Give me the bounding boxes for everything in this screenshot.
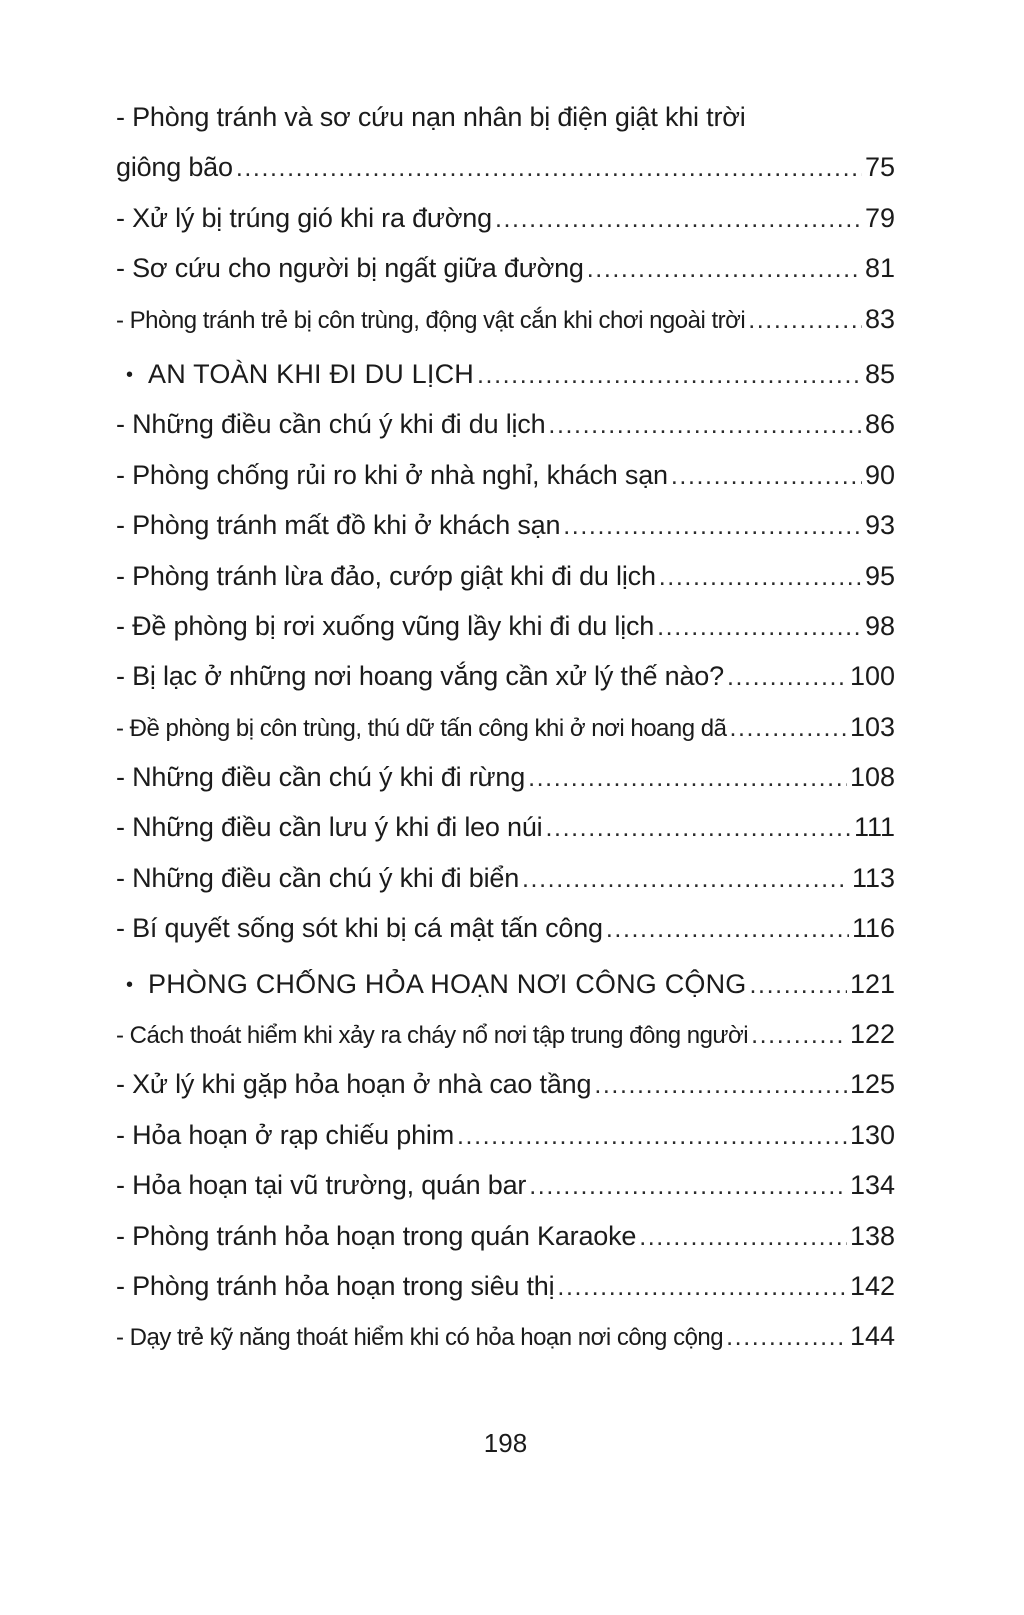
toc-section-entry	[116, 359, 895, 409]
toc-entry-title: - Bị lạc ở những nơi hoang vắng cần xử lý thế nào?	[116, 661, 724, 692]
toc-entry-title: - Phòng tránh hỏa hoạn trong siêu thị	[116, 1270, 555, 1301]
toc-entry-title: - Những điều cần chú ý khi đi du lịch	[116, 409, 546, 440]
dot-leader	[751, 1019, 847, 1050]
toc-page-number: 85	[864, 358, 895, 389]
dot-leader	[477, 359, 862, 390]
toc-entry-title: giông bão	[116, 152, 233, 183]
toc-entry-title: - Hỏa hoạn tại vũ trường, quán bar	[116, 1170, 527, 1201]
toc-page-number: 79	[864, 202, 895, 233]
toc-entry-title: - Phòng tránh lừa đảo, cướp giật khi đi du lịch	[116, 560, 656, 591]
dot-leader	[546, 812, 851, 843]
dot-leader	[495, 203, 862, 234]
toc-page-number: 95	[864, 560, 895, 591]
toc-entry-title: - Phòng tránh và sơ cứu nạn nhân bị điện giật khi trời	[116, 102, 746, 132]
toc-entry-title: - Bí quyết sống sót khi bị cá mật tấn công	[116, 913, 603, 944]
toc-entry	[116, 812, 895, 862]
toc-entry	[116, 253, 895, 303]
toc-entry	[116, 913, 895, 963]
toc-page-number: 108	[849, 762, 895, 793]
toc-entry	[116, 1271, 895, 1321]
toc-entry	[116, 304, 895, 354]
toc-section-title: AN TOÀN KHI ĐI DU LỊCH	[148, 358, 474, 389]
toc-entry	[116, 661, 895, 711]
dot-leader	[750, 969, 847, 1000]
toc-entry-title: - Xử lý khi gặp hỏa hoạn ở nhà cao tầng	[116, 1069, 592, 1100]
dot-leader	[594, 1069, 847, 1100]
dot-leader	[529, 1170, 847, 1201]
footer-page-number: 198	[483, 1428, 528, 1458]
toc-entry	[116, 1069, 895, 1119]
toc-section-title: PHÒNG CHỐNG HỎA HOẠN NƠI CÔNG CỘNG	[148, 968, 747, 999]
toc-page-number: 75	[864, 152, 895, 183]
bullet-icon: •	[126, 973, 134, 996]
toc-page-number: 103	[849, 711, 895, 742]
toc-entry-title: - Phòng chống rủi ro khi ở nhà nghỉ, khách sạn	[116, 459, 668, 490]
toc-entry	[116, 510, 895, 560]
toc-entry	[116, 863, 895, 913]
dot-leader	[457, 1120, 847, 1151]
toc-entry-title: - Dạy trẻ kỹ năng thoát hiểm khi có hỏa hoạn nơi công cộng	[116, 1324, 724, 1352]
toc-entry-title: - Những điều cần chú ý khi đi rừng	[116, 762, 526, 793]
toc-entry	[116, 762, 895, 812]
dot-leader	[587, 253, 862, 284]
toc-entry-title: - Đề phòng bị rơi xuống vũng lầy khi đi du lịch	[116, 610, 655, 641]
toc-entry	[116, 1321, 895, 1371]
dot-leader	[726, 1321, 847, 1352]
dot-leader	[606, 913, 849, 944]
toc-section-entry	[116, 969, 895, 1019]
dot-leader	[671, 460, 862, 491]
toc-entry-title: - Sơ cứu cho người bị ngất giữa đường	[116, 253, 584, 284]
toc-entry	[116, 102, 895, 152]
toc-page-number: 130	[849, 1119, 895, 1150]
toc-page-number: 86	[864, 409, 895, 440]
toc-entry	[116, 611, 895, 661]
bullet-icon: •	[126, 363, 134, 386]
dot-leader	[563, 510, 862, 541]
toc-entry	[116, 1170, 895, 1220]
dot-leader	[528, 762, 847, 793]
toc-page-number: 113	[851, 862, 895, 893]
toc-entry	[116, 203, 895, 253]
toc-entry-title: - Phòng tránh mất đồ khi ở khách sạn	[116, 510, 561, 541]
toc-entry-continuation	[116, 152, 895, 202]
dot-leader	[236, 152, 862, 183]
toc-page-number: 144	[849, 1321, 895, 1352]
toc-entry	[116, 1019, 895, 1069]
toc-entry-title: - Xử lý bị trúng gió khi ra đường	[116, 202, 492, 233]
toc-list	[116, 102, 895, 1372]
toc-entry	[116, 1120, 895, 1170]
dot-leader	[729, 712, 846, 743]
toc-entry-title: - Những điều cần chú ý khi đi biển	[116, 862, 520, 893]
toc-page-number: 111	[853, 812, 895, 843]
dot-leader	[657, 611, 862, 642]
toc-page-number: 125	[849, 1069, 895, 1100]
toc-entry	[116, 561, 895, 611]
toc-entry-title: - Đề phòng bị côn trùng, thú dữ tấn công khi ở nơi hoang dã	[116, 714, 727, 742]
toc-entry-title: - Cách thoát hiểm khi xảy ra cháy nổ nơi tập trung đông người	[116, 1022, 749, 1050]
toc-page-number: 134	[849, 1170, 895, 1201]
toc-entry-title: - Phòng tránh trẻ bị côn trùng, động vật cắn khi chơi ngoài trời	[116, 306, 746, 334]
dot-leader	[557, 1271, 847, 1302]
toc-page-number: 100	[849, 661, 895, 692]
toc-entry-title: - Hỏa hoạn ở rạp chiếu phim	[116, 1119, 454, 1150]
toc-page-number: 138	[849, 1220, 895, 1251]
dot-leader	[659, 561, 862, 592]
toc-page-number: 93	[864, 510, 895, 541]
toc-page-number: 98	[864, 610, 895, 641]
dot-leader	[639, 1221, 847, 1252]
toc-page-number: 121	[849, 968, 895, 999]
dot-leader	[748, 304, 862, 335]
dot-leader	[522, 863, 849, 894]
toc-entry	[116, 1221, 895, 1271]
toc-entry-title: - Những điều cần lưu ý khi đi leo núi	[116, 812, 543, 843]
toc-entry	[116, 712, 895, 762]
toc-page-number: 116	[851, 913, 895, 944]
dot-leader	[727, 661, 847, 692]
toc-entry	[116, 409, 895, 459]
toc-entry	[116, 460, 895, 510]
toc-page-number: 122	[849, 1019, 895, 1050]
toc-page-number: 142	[849, 1270, 895, 1301]
toc-page-number: 81	[864, 253, 895, 284]
toc-entry-title: - Phòng tránh hỏa hoạn trong quán Karaoke	[116, 1220, 637, 1251]
toc-page-number: 83	[864, 303, 895, 334]
toc-page-number: 90	[864, 459, 895, 490]
dot-leader	[548, 409, 862, 440]
